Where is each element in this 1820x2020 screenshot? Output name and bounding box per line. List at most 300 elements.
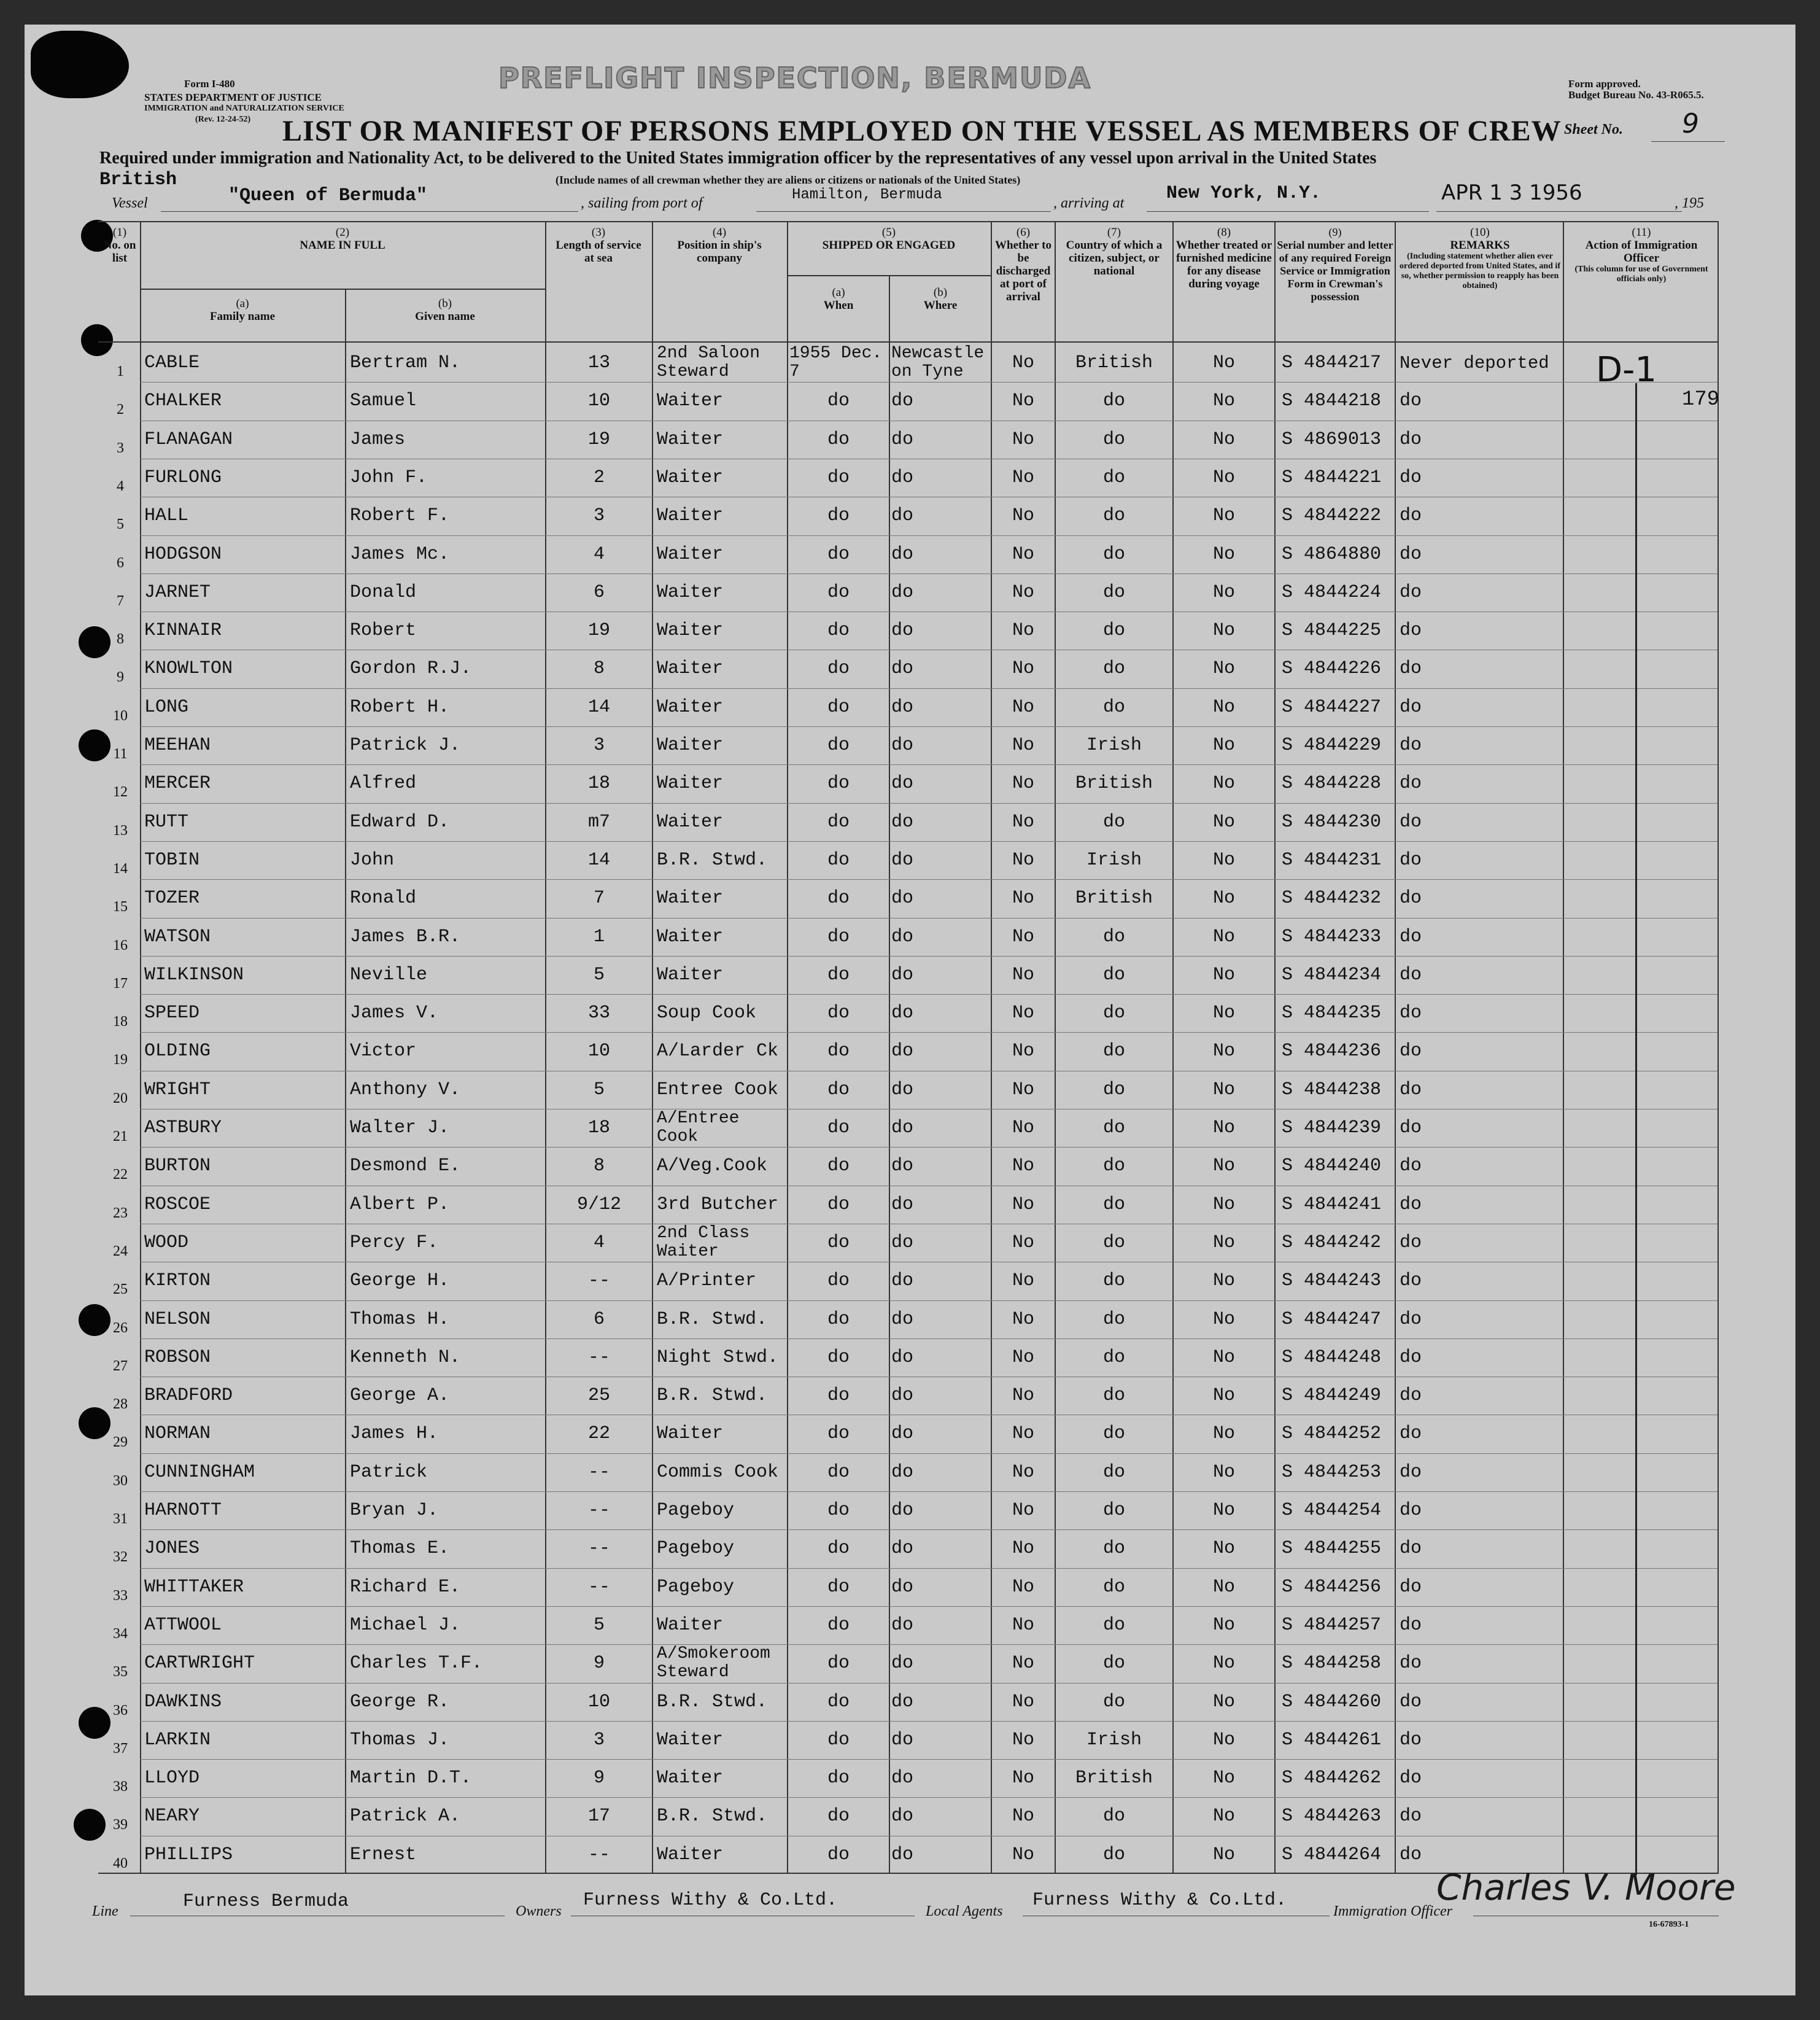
- department-line: STATES DEPARTMENT OF JUSTICE: [144, 91, 322, 103]
- remarks-cell: do: [1400, 964, 1422, 985]
- serial-number-cell: S 4844224: [1282, 581, 1382, 603]
- table-row: [0, 535, 1820, 573]
- given-name-cell: Thomas J.: [350, 1729, 450, 1750]
- row-number: 7: [117, 592, 124, 609]
- treated-cell: No: [1212, 1576, 1235, 1598]
- remarks-cell: do: [1400, 1844, 1422, 1865]
- position-cell: Pageboy: [657, 1538, 735, 1560]
- remarks-cell: do: [1400, 1653, 1422, 1674]
- officer-signature: Charles V. Moore: [1436, 1867, 1736, 1908]
- remarks-cell: do: [1400, 1806, 1422, 1827]
- serial-number-cell: S 4844241: [1282, 1194, 1382, 1215]
- row-number: 26: [113, 1319, 128, 1336]
- country-cell: do: [1102, 467, 1125, 488]
- shipped-when-cell: do: [827, 1194, 850, 1215]
- service-cell: 8: [593, 1156, 605, 1177]
- given-name-cell: Ronald: [350, 888, 417, 909]
- header-family-name: (a) Family name: [209, 297, 276, 323]
- service-cell: --: [587, 1844, 610, 1865]
- row-number: 9: [117, 669, 124, 686]
- discharged-cell: No: [1012, 581, 1034, 603]
- header-given-name: (b) Given name: [415, 297, 475, 323]
- serial-number-cell: S 4844256: [1282, 1576, 1382, 1598]
- treated-cell: No: [1212, 696, 1235, 718]
- shipped-when-cell: do: [827, 926, 850, 947]
- given-name-cell: George H.: [350, 1270, 450, 1292]
- row-number: 34: [113, 1625, 128, 1642]
- given-name-cell: Patrick A.: [350, 1806, 461, 1827]
- country-cell: do: [1102, 1844, 1125, 1865]
- table-row: [0, 1262, 1820, 1300]
- family-name-cell: WHITTAKER: [144, 1576, 244, 1598]
- row-number: 35: [113, 1664, 128, 1680]
- treated-cell: No: [1212, 1423, 1235, 1445]
- remarks-cell: do: [1400, 811, 1422, 833]
- table-row: [0, 1759, 1820, 1797]
- family-name-cell: FLANAGAN: [144, 429, 233, 450]
- remarks-cell: do: [1400, 543, 1422, 565]
- country-cell: do: [1102, 1691, 1125, 1712]
- serial-number-cell: S 4844261: [1282, 1729, 1382, 1750]
- row-number: 6: [117, 554, 124, 571]
- position-cell: Waiter: [657, 735, 724, 756]
- treated-cell: No: [1212, 1614, 1235, 1636]
- position-cell: Waiter: [657, 581, 724, 603]
- position-cell: B.R. Stwd.: [657, 1806, 768, 1827]
- shipped-when-cell: do: [827, 1079, 850, 1100]
- shipped-when-cell: do: [827, 735, 850, 756]
- position-cell: A/Veg.Cook: [657, 1156, 768, 1177]
- treated-cell: No: [1212, 1117, 1235, 1138]
- given-name-cell: Bertram N.: [350, 352, 461, 373]
- discharged-cell: No: [1012, 849, 1034, 871]
- officer-count: 179: [1682, 388, 1720, 411]
- shipped-where-cell: do: [891, 1461, 914, 1483]
- row-number: 17: [113, 975, 128, 992]
- country-cell: do: [1102, 1079, 1125, 1100]
- service-cell: 5: [593, 1079, 605, 1100]
- row-number: 31: [113, 1511, 128, 1527]
- family-name-cell: WOOD: [144, 1232, 189, 1253]
- row-number: 15: [113, 899, 128, 915]
- family-name-cell: FURLONG: [144, 467, 222, 488]
- discharged-cell: No: [1012, 1156, 1034, 1177]
- shipped-when-cell: do: [827, 1003, 850, 1024]
- owners-value: Furness Withy & Co.Ltd.: [583, 1890, 838, 1911]
- given-name-cell: Thomas E.: [350, 1538, 450, 1560]
- serial-number-cell: S 4844263: [1282, 1806, 1382, 1827]
- service-cell: 5: [593, 1614, 605, 1636]
- shipped-when-cell: do: [827, 1500, 850, 1521]
- discharged-cell: No: [1012, 1423, 1034, 1445]
- shipped-where-cell: Newcastle on Tyne: [891, 344, 985, 381]
- remarks-cell: do: [1400, 1614, 1422, 1636]
- treated-cell: No: [1212, 1538, 1235, 1560]
- position-cell: Soup Cook: [657, 1003, 757, 1024]
- country-cell: do: [1102, 1461, 1125, 1483]
- shipped-when-cell: do: [827, 1156, 850, 1177]
- required-text: Required under immigration and Nationality Act, to be delivered to the United States immigration officer by the representatives of any vessel upon arrival in the United States: [99, 149, 1377, 168]
- vessel-nationality: British: [99, 169, 177, 190]
- serial-number-cell: S 4844249: [1282, 1385, 1382, 1407]
- treated-cell: No: [1212, 1844, 1235, 1865]
- family-name-cell: JONES: [144, 1538, 200, 1560]
- shipped-when-cell: do: [827, 1806, 850, 1827]
- shipped-when-cell: do: [827, 964, 850, 985]
- discharged-cell: No: [1012, 1500, 1034, 1521]
- table-row: [0, 421, 1820, 459]
- table-row: [0, 1224, 1820, 1262]
- shipped-where-cell: do: [891, 390, 914, 412]
- service-cell: 9: [593, 1768, 605, 1789]
- remarks-cell: do: [1400, 1270, 1422, 1292]
- print-code: 16-67893-1: [1649, 1920, 1689, 1929]
- service-cell: m7: [587, 811, 610, 833]
- treated-cell: No: [1212, 620, 1235, 642]
- shipped-when-cell: do: [827, 1232, 850, 1253]
- sheet-underline: [1651, 141, 1725, 142]
- position-cell: Waiter: [657, 658, 724, 680]
- serial-number-cell: S 4844230: [1282, 811, 1382, 833]
- shipped-where-cell: do: [891, 1768, 914, 1789]
- serial-number-cell: S 4864880: [1282, 543, 1382, 565]
- country-cell: do: [1102, 1653, 1125, 1674]
- family-name-cell: BURTON: [144, 1156, 211, 1177]
- serial-number-cell: S 4844233: [1282, 926, 1382, 947]
- serial-number-cell: S 4844248: [1282, 1346, 1382, 1368]
- country-cell: do: [1102, 1041, 1125, 1062]
- discharged-cell: No: [1012, 1270, 1034, 1292]
- position-cell: Waiter: [657, 1614, 724, 1636]
- service-cell: --: [587, 1461, 610, 1483]
- treated-cell: No: [1212, 1003, 1235, 1024]
- header-no: (1) No. on list: [103, 226, 136, 265]
- shipped-when-cell: do: [827, 543, 850, 565]
- shipped-where-cell: do: [891, 1270, 914, 1292]
- position-cell: B.R. Stwd.: [657, 849, 768, 871]
- owners-label: Owners: [516, 1903, 562, 1919]
- treated-cell: No: [1212, 467, 1235, 488]
- shipped-when-cell: do: [827, 390, 850, 412]
- serial-number-cell: S 4844229: [1282, 735, 1382, 756]
- discharged-cell: No: [1012, 1194, 1034, 1215]
- family-name-cell: NELSON: [144, 1308, 211, 1330]
- remarks-cell: do: [1400, 467, 1422, 488]
- country-cell: Irish: [1086, 849, 1142, 871]
- service-cell: 19: [587, 429, 610, 450]
- country-cell: do: [1102, 429, 1125, 450]
- serial-number-cell: S 4844234: [1282, 964, 1382, 985]
- discharged-cell: No: [1012, 1003, 1034, 1024]
- country-cell: British: [1075, 352, 1153, 373]
- serial-number-cell: S 4844238: [1282, 1079, 1382, 1100]
- service-cell: 33: [587, 1003, 610, 1024]
- header-name: (2) NAME IN FULL: [300, 226, 385, 252]
- shipped-when-cell: do: [827, 1691, 850, 1712]
- given-name-cell: Robert F.: [350, 505, 450, 527]
- serial-number-cell: S 4844257: [1282, 1614, 1382, 1636]
- treated-cell: No: [1212, 1768, 1235, 1789]
- country-cell: do: [1102, 696, 1125, 718]
- remarks-cell: do: [1400, 1346, 1422, 1368]
- family-name-cell: ATTWOOL: [144, 1614, 222, 1636]
- family-name-cell: ASTBURY: [144, 1117, 222, 1138]
- service-cell: 2: [593, 467, 605, 488]
- officer-bracket-line: [1635, 383, 1637, 1875]
- shipped-when-cell: do: [827, 1117, 850, 1138]
- serial-number-cell: S 4844235: [1282, 1003, 1382, 1024]
- shipped-where-cell: do: [891, 1538, 914, 1560]
- shipped-where-cell: do: [891, 1576, 914, 1598]
- family-name-cell: LLOYD: [144, 1768, 200, 1789]
- table-row: [0, 1109, 1820, 1147]
- shipped-where-cell: do: [891, 581, 914, 603]
- vessel-label: Vessel: [112, 195, 148, 211]
- country-cell: do: [1102, 1500, 1125, 1521]
- serial-number-cell: S 4844264: [1282, 1844, 1382, 1865]
- family-name-cell: CABLE: [144, 352, 200, 373]
- discharged-cell: No: [1012, 773, 1034, 794]
- table-row: [0, 497, 1820, 535]
- discharged-cell: No: [1012, 964, 1034, 985]
- remarks-cell: do: [1400, 1194, 1422, 1215]
- table-row: [0, 1491, 1820, 1529]
- country-cell: do: [1102, 964, 1125, 985]
- country-cell: do: [1102, 1806, 1125, 1827]
- discharged-cell: No: [1012, 467, 1034, 488]
- revision-date: (Rev. 12-24-52): [195, 115, 251, 124]
- shipped-where-cell: do: [891, 1423, 914, 1445]
- position-cell: B.R. Stwd.: [657, 1308, 768, 1330]
- family-name-cell: SPEED: [144, 1003, 200, 1024]
- country-cell: do: [1102, 1003, 1125, 1024]
- shipped-where-cell: do: [891, 1041, 914, 1062]
- table-row: [0, 726, 1820, 764]
- shipped-when-cell: do: [827, 505, 850, 527]
- service-cell: 3: [593, 735, 605, 756]
- serial-number-cell: S 4844236: [1282, 1041, 1382, 1062]
- year-suffix: , 195: [1675, 195, 1704, 211]
- row-number: 8: [117, 631, 124, 648]
- table-row: [0, 764, 1820, 802]
- position-cell: Pageboy: [657, 1576, 735, 1598]
- country-cell: do: [1102, 1270, 1125, 1292]
- row-number: 3: [117, 440, 124, 456]
- remarks-cell: do: [1400, 696, 1422, 718]
- service-cell: 10: [587, 1041, 610, 1062]
- treated-cell: No: [1212, 849, 1235, 871]
- given-name-cell: James B.R.: [350, 926, 461, 947]
- family-name-cell: JARNET: [144, 581, 211, 603]
- table-row: [0, 1338, 1820, 1377]
- position-cell: Night Stwd.: [657, 1346, 779, 1368]
- discharged-cell: No: [1012, 390, 1034, 412]
- discharged-cell: No: [1012, 1461, 1034, 1483]
- shipped-where-cell: do: [891, 888, 914, 909]
- given-name-cell: Anthony V.: [350, 1079, 461, 1100]
- remarks-cell: do: [1400, 926, 1422, 947]
- header-bottom-border: [98, 341, 1719, 343]
- row-number: 22: [113, 1167, 128, 1183]
- given-name-cell: Martin D.T.: [350, 1768, 472, 1789]
- header-shipped: (5) SHIPPED OR ENGAGED: [822, 226, 956, 252]
- budget-number: Budget Bureau No. 43-R065.5.: [1568, 89, 1704, 101]
- given-name-cell: George A.: [350, 1385, 450, 1407]
- serial-number-cell: S 4844218: [1282, 390, 1382, 412]
- family-name-cell: MEEHAN: [144, 735, 211, 756]
- table-row: [0, 879, 1820, 917]
- table-row: [0, 1147, 1820, 1185]
- position-cell: B.R. Stwd.: [657, 1691, 768, 1712]
- family-name-cell: ROBSON: [144, 1346, 211, 1368]
- treated-cell: No: [1212, 1079, 1235, 1100]
- shipped-when-cell: do: [827, 1423, 850, 1445]
- discharged-cell: No: [1012, 1117, 1034, 1138]
- shipped-where-cell: do: [891, 658, 914, 680]
- shipped-where-cell: do: [891, 849, 914, 871]
- family-name-cell: ROSCOE: [144, 1194, 211, 1215]
- serial-number-cell: S 4844226: [1282, 658, 1382, 680]
- family-name-cell: WILKINSON: [144, 964, 244, 985]
- family-name-cell: NORMAN: [144, 1423, 211, 1445]
- position-cell: Waiter: [657, 811, 724, 833]
- row-number: 38: [113, 1779, 128, 1795]
- serial-number-cell: S 4844243: [1282, 1270, 1382, 1292]
- sheet-label: Sheet No.: [1564, 122, 1623, 138]
- service-cell: --: [587, 1500, 610, 1521]
- table-row: [0, 1453, 1820, 1491]
- row-number: 14: [113, 860, 128, 877]
- remarks-cell: do: [1400, 1768, 1422, 1789]
- include-note: (Include names of all crewman whether they are aliens or citizens or nationals of the United States): [556, 174, 1021, 186]
- service-cell: 19: [587, 620, 610, 642]
- family-name-cell: TOBIN: [144, 849, 200, 871]
- header-treated: (8) Whether treated or furnished medicine for any disease during voyage: [1175, 226, 1272, 290]
- serial-number-cell: S 4844253: [1282, 1461, 1382, 1483]
- given-name-cell: John: [350, 849, 395, 871]
- family-name-cell: HARNOTT: [144, 1500, 222, 1521]
- officer-label: Immigration Officer: [1333, 1903, 1452, 1919]
- row-number: 39: [113, 1817, 128, 1833]
- treated-cell: No: [1212, 1308, 1235, 1330]
- header-country: (7) Country of which a citizen, subject, or national: [1066, 226, 1163, 278]
- row-number: 40: [113, 1855, 128, 1871]
- treated-cell: No: [1212, 390, 1235, 412]
- shipped-where-cell: do: [891, 1079, 914, 1100]
- shipped-when-cell: do: [827, 658, 850, 680]
- row-number: 5: [117, 516, 124, 533]
- row-number: 21: [113, 1128, 128, 1144]
- form-approved: Form approved.: [1568, 78, 1641, 90]
- remarks-cell: do: [1400, 1423, 1422, 1445]
- shipped-when-cell: do: [827, 1768, 850, 1789]
- given-name-cell: Alfred: [350, 773, 417, 794]
- position-cell: Pageboy: [657, 1500, 735, 1521]
- preflight-stamp: PREFLIGHT INSPECTION, BERMUDA: [498, 61, 1092, 95]
- family-name-cell: WATSON: [144, 926, 211, 947]
- position-cell: A/Smokeroom Steward: [657, 1644, 770, 1682]
- position-cell: A/Entree Cook: [657, 1109, 740, 1146]
- treated-cell: No: [1212, 1653, 1235, 1674]
- table-row: [0, 382, 1820, 420]
- vessel-underline: [161, 211, 578, 212]
- position-cell: Waiter: [657, 505, 724, 527]
- shipped-when-cell: do: [827, 1041, 850, 1062]
- table-row: [0, 956, 1820, 994]
- given-name-cell: Edward D.: [350, 811, 450, 833]
- shipped-when-cell: do: [827, 1461, 850, 1483]
- given-name-cell: Percy F.: [350, 1232, 439, 1253]
- given-name-cell: Bryan J.: [350, 1500, 439, 1521]
- service-cell: --: [587, 1346, 610, 1368]
- row-number: 4: [117, 478, 124, 494]
- shipped-where-cell: do: [891, 1156, 914, 1177]
- row-number: 19: [113, 1052, 128, 1068]
- position-cell: 2nd Class Waiter: [657, 1223, 750, 1261]
- shipped-when-cell: do: [827, 1308, 850, 1330]
- family-name-cell: DAWKINS: [144, 1691, 222, 1712]
- header-when: (a) When: [823, 286, 854, 312]
- country-cell: do: [1102, 1538, 1125, 1560]
- service-cell: 8: [593, 658, 605, 680]
- discharged-cell: No: [1012, 658, 1034, 680]
- remarks-cell: do: [1400, 1308, 1422, 1330]
- shipped-where-cell: do: [891, 1194, 914, 1215]
- remarks-cell: do: [1400, 1576, 1422, 1598]
- table-row: [0, 1186, 1820, 1224]
- table-row: [0, 1606, 1820, 1644]
- shipped-where-cell: do: [891, 1500, 914, 1521]
- discharged-cell: No: [1012, 1232, 1034, 1253]
- serial-number-cell: S 4844231: [1282, 849, 1382, 871]
- row-number: 24: [113, 1243, 128, 1259]
- discharged-cell: No: [1012, 1385, 1034, 1407]
- table-row: [0, 612, 1820, 650]
- country-cell: do: [1102, 1232, 1125, 1253]
- remarks-cell: do: [1400, 1538, 1422, 1560]
- family-name-cell: RUTT: [144, 811, 189, 833]
- given-name-cell: Ernest: [350, 1844, 417, 1865]
- shipped-when-cell: do: [827, 1385, 850, 1407]
- family-name-cell: BRADFORD: [144, 1385, 233, 1407]
- treated-cell: No: [1212, 1232, 1235, 1253]
- country-cell: do: [1102, 1194, 1125, 1215]
- shipped-where-cell: do: [891, 1691, 914, 1712]
- table-row: [0, 1377, 1820, 1415]
- given-name-cell: James Mc.: [350, 543, 450, 565]
- family-name-cell: NEARY: [144, 1806, 200, 1827]
- family-name-cell: OLDING: [144, 1041, 211, 1062]
- family-name-cell: HALL: [144, 505, 189, 527]
- row-number: 18: [113, 1014, 128, 1030]
- country-cell: do: [1102, 1117, 1125, 1138]
- shipped-where-cell: do: [891, 1308, 914, 1330]
- discharged-cell: No: [1012, 1729, 1034, 1750]
- family-name-cell: WRIGHT: [144, 1079, 211, 1100]
- treated-cell: No: [1212, 505, 1235, 527]
- family-name-cell: HODGSON: [144, 543, 222, 565]
- row-number: 28: [113, 1396, 128, 1413]
- shipped-where-cell: do: [891, 1844, 914, 1865]
- shipped-when-cell: do: [827, 888, 850, 909]
- position-cell: 2nd Saloon Steward: [657, 344, 761, 381]
- treated-cell: No: [1212, 1041, 1235, 1062]
- shipped-where-cell: do: [891, 467, 914, 488]
- service-cell: --: [587, 1538, 610, 1560]
- position-cell: Waiter: [657, 1768, 724, 1789]
- treated-cell: No: [1212, 352, 1235, 373]
- shipped-when-cell: do: [827, 1729, 850, 1750]
